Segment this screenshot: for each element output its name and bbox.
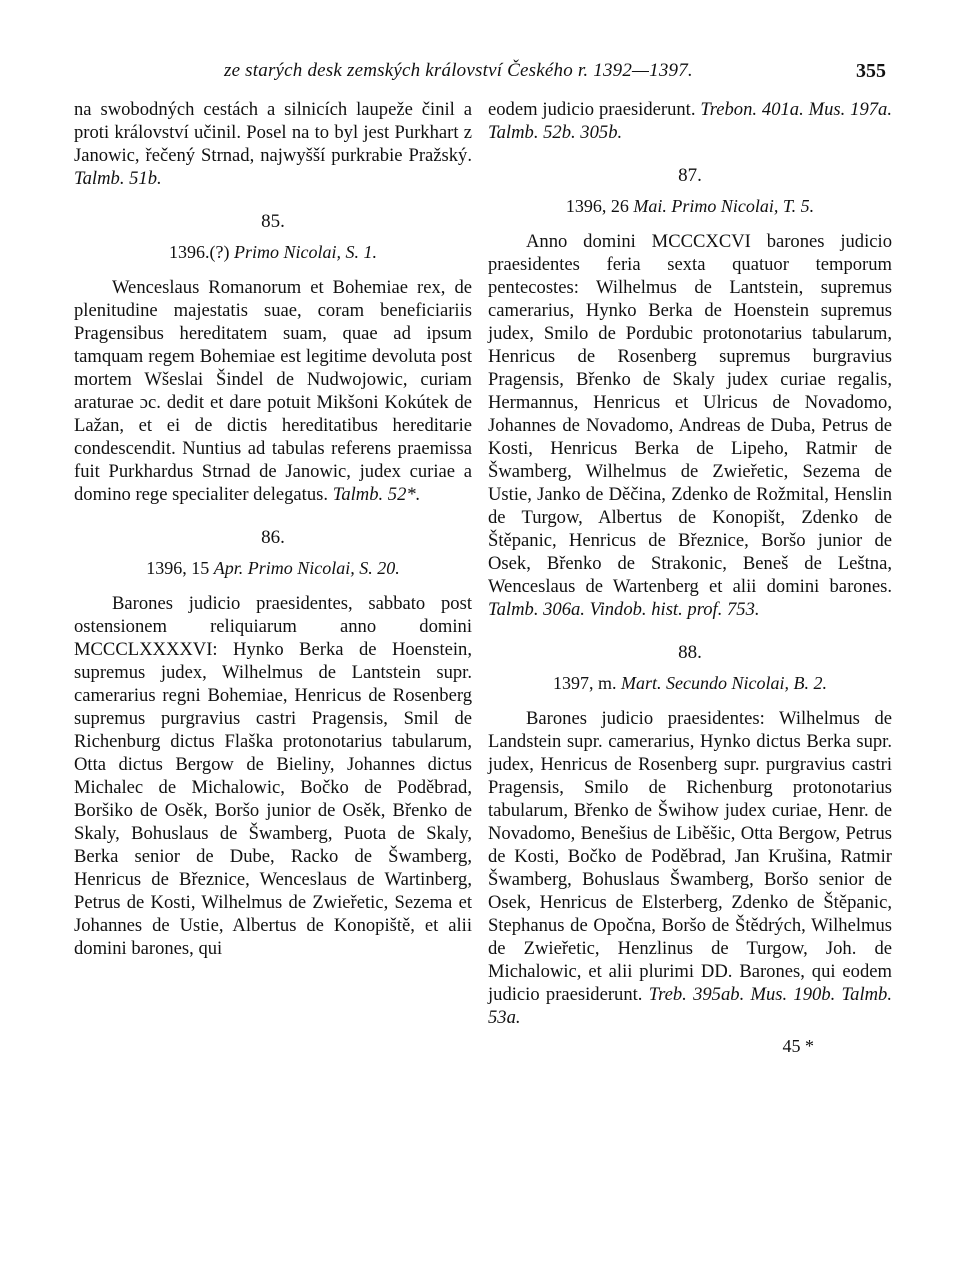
continuation-citation-right: Trebon. 401a. Mus. 197a. Talmb. 52b. 305b. [488,99,892,143]
date-85: 1396.(?) [169,242,230,262]
citation-88: Treb. 395ab. Mus. 190b. Talmb. 53a. [488,984,893,1028]
page-number: 355 [856,60,886,82]
entry-number-85: 85. [261,211,285,232]
entry-number-86: 86. [261,527,285,548]
feast-88: Mart. Secundo Nicolai, B. 2. [621,673,827,693]
continuation-text [74,98,472,190]
citation-85: Talmb. 52*. [332,484,421,505]
running-title: ze starých desk zemských království Českého r. 1392—1397. [224,60,693,81]
entry-body-87: Anno domini MCCCXCVI barones judicio praesidentes feria sexta quatuor temporum pentecostes: Wilhelmus de Lantstein, supremus camerarius, Hynko Berka de Hoenstein supremus judex, Smilo de Pordubic protonotarius tabularum, Henricus de Rosenberg supremus burgravius Pragensis, Břenko de Skaly judex curiae regalis, Hermannus, Henricus et Ulricus de Novadomo, Johannes de Novadomo, Andreas de Duba, Petrus de Kosti, Henricus Berka de Lipeho, Ratmir de Šwamberg, Wilhelmus de Zwieřetic, Sezema de Ustie, Janko de Děčina, Zdenko de Rožmital, Henslin de Turgow, Albertus de Konopišt, Zdenko de Štěpanic, Henricus de Březnice, Boršo junior de Osek, Břenko de Strakonic, Beneš de Leštna, Wenceslaus de Wartenberg et alii domini barones. [488,231,892,597]
entry-text-87 [488,230,892,621]
entry-text-85 [74,276,472,506]
entry-date-86 [74,557,472,580]
entry-date-85 [74,241,472,264]
continuation-body-right: eodem judicio praesiderunt. [488,99,696,120]
left-column [74,98,472,960]
continuation-citation: Talmb. 51b. [74,168,162,189]
entry-number-88: 88. [678,642,702,663]
feast-87: Mai. Primo Nicolai, T. 5. [633,196,815,216]
entry-body-88: Barones judicio praesidentes: Wilhelmus de Landstein supr. camerarius, Hynko dictus Berka supr. judex, Henricus de Rosenberg supr. purgravius castri Pragensis, Smilo de Richenburg protonotarius tabularum, Břenko de Šwihow judex curiae, Henr. de Novadomo, Benešius de Liběšic, Otta Bergow, Petrus de Kosti, Bočko de Poděbrad, Jan Krušina, Ratmir Šwamberg, Bohuslaus Šwamberg, Boršo senior de Osek, Henricus de Elsterberg, Zdenko de Štěpanic, Stephanus de Opočna, Boršo de Štědrých, Wilhelmus de Zwieřetic, Henzlinus de Turgow, Joh. de Michalowic, et alii plurimi DD. Barones, qui eodem judicio praesiderunt. [488,708,892,1005]
date-88: 1397, m. [553,673,617,693]
date-86: 1396, 15 [146,558,210,578]
continuation-body: na swobodných cestách a silnicích laupeže činil a proti království učinil. Posel na to byl jest Purkhart z Janowic, řečený Strnad, najwyšší purkrabie Pražský. [74,99,472,166]
entry-date-88 [488,672,892,695]
entry-date-87 [488,195,892,218]
entry-body-85: Wenceslaus Romanorum et Bohemiae rex, de plenitudine majestatis suae, coram beneficiariis Pragensibus hereditatem suam, quae ad ipsum tamquam regem Bohemiae est legitime devoluta post mortem Wšeslai Šindel de Nudwojowic, curiam araturae ɔc. dedit et dare potuit Mikšoni Kokútek de Lažan, et ei de dictis hereditatibus hereditarie condescendit. Nuntius ad tabulas referens praemissa fuit Purkhardus Strnad de Janowic, judex curiae a domino rege specialiter delegatus. [74,277,472,505]
citation-87: Talmb. 306a. Vindob. hist. prof. 753. [488,599,760,620]
running-header [74,60,886,88]
continuation-text-right [488,98,892,144]
feast-85: Primo Nicolai, S. 1. [233,242,377,262]
signature-mark: 45 * [782,1036,814,1056]
entry-text-86: Barones judicio praesidentes, sabbato post ostensionem reliquiarum anno domini MCCCLXXXXVI: Hynko Berka de Hoenstein, supremus judex, Wilhelmus de Lantstein supr. camerarius regni Bohemiae, Henricus de Rosenberg supremus purgravius castri Pragensis, Smil de Richenburg dictus Flaška protonotarius tabularum, Otta dictus Bergow de Bieliny, Johannes dictus Michalec de Michalowic, Bočko de Poděbrad, Boršiko de Osěk, Boršo junior de Osěk, Břenko de Skaly, Bohuslaus de Šwamberg, Puota de Skaly, Berka senior de Dube, Racko de Šwamberg, Henricus de Březnice, Wenceslaus de Wartinberg, Petrus de Kosti, Wilhelmus de Zwieřetic, Sezema et Johannes de Ustie, Albertus de Konopiště, et alii domini barones, qui [74,593,472,959]
entry-text-88 [488,707,892,1029]
date-87: 1396, 26 [565,196,629,216]
feast-86: Apr. Primo Nicolai, S. 20. [213,558,400,578]
entry-number-87: 87. [678,165,702,186]
right-column [488,98,892,1058]
